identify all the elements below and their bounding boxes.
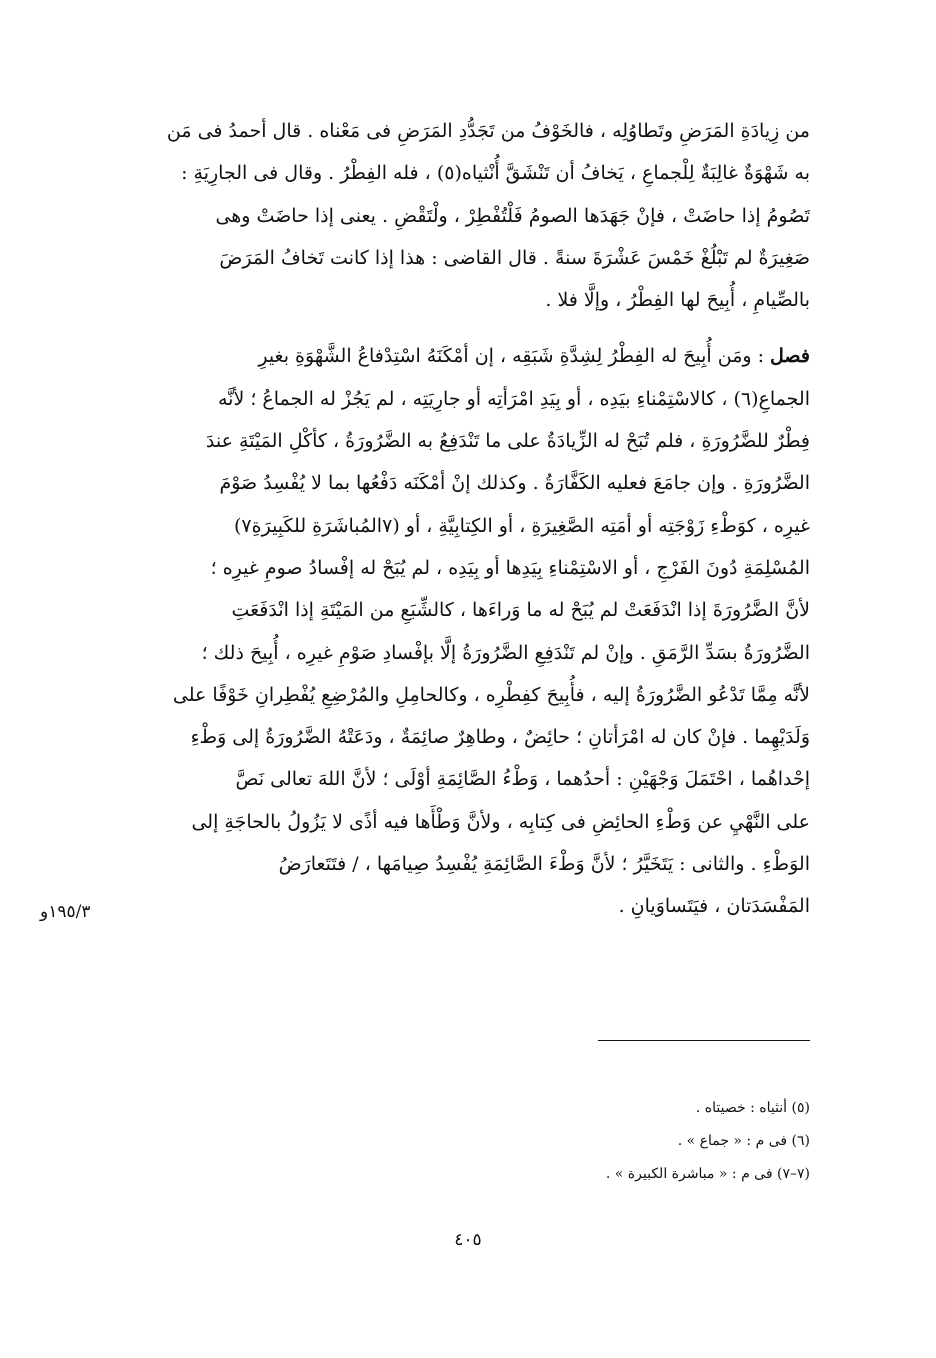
main-text bbox=[128, 110, 810, 928]
paragraph-2 bbox=[128, 335, 810, 927]
text-line: الوَطْءِ . والثانى : يَتَخَيَّرُ ؛ لأنَّ وَطْءَ الصَّائِمَةِ يُفْسِدُ صِيامَها ، / فتَتَعارَضُ bbox=[278, 853, 810, 876]
text-line: المُسْلِمَةِ دُونَ الفَرْجِ ، أو الاسْتِمْناءِ بِيَدِها أو بِيَدِه ، لم يُبَحْ له إفْسادُ صومِ غيرِه ؛ bbox=[210, 556, 810, 579]
text-line: من زِيادَةِ المَرَضِ وتَطاوُلِه ، فالخَوْفُ من تَجَدُّدِ المَرَضِ فى مَعْناه . قال أحمدُ فى مَن bbox=[166, 120, 810, 142]
text-line: غيرِه ، كوَطْءِ زَوْجَتِه أو أمَتِه الصَّغِيرَةِ ، أو الكِتابِيَّةِ ، أو (٧المُباشَرَةِ للكَبِيرَةِ٧) bbox=[234, 514, 810, 537]
text-line: بالصِّيامِ ، أُبِيحَ لها الفِطْرُ ، وإلَّا فلا . bbox=[545, 289, 810, 312]
text-line: فِطْرٌ للضَّرُورَةِ ، فلم تُبَحْ له الزِّيادَةُ على ما تَنْدَفِعُ به الضَّرُورَةُ ، كأكْلِ المَيْتَةِ عندَ bbox=[205, 430, 810, 453]
text-line: الضَّرُورَةِ . وإن جامَعَ فعليه الكَفَّارَةُ . وكذلك إنْ أمْكَنَه دَفْعُها بما لا يُفْسِدُ صَوْمَ bbox=[219, 472, 810, 495]
page-number: ٤٠٥ bbox=[454, 1230, 482, 1250]
text-line: إحْداهُما ، احْتَمَلَ وَجْهَيْنِ : أحدُهما ، وَطْءُ الصَّائِمَةِ أوْلَى ؛ لأنَّ اللهَ تعالى نَصَّ bbox=[235, 768, 810, 791]
footnote: (٧–٧) فى م : « مباشرة الكبيرة » . bbox=[605, 1166, 810, 1182]
text-line: المَفْسَدَتان ، فيَتَساوَيانِ . bbox=[618, 895, 810, 918]
text-line: لأنَّ الضَّرُورَةَ إذا انْدَفَعَتْ لم يُبَحْ له ما وَراءَها ، كالشِّبَعِ من المَيْتَةِ إذا انْدَفَعَتِ bbox=[231, 599, 810, 622]
text-line: تَصُومُ إذا حاضَتْ ، فإنْ جَهَدَها الصومُ فَلْتُفْطِرْ ، ولْتَقْضِ . يعنى إذا حاضَتْ وهى bbox=[215, 204, 810, 227]
section-heading: فصل bbox=[770, 345, 810, 368]
text-line: لأنَّه مِمَّا تَدْعُو الضَّرُورَةُ إليه ، فأُبِيحَ كفِطْرِه ، وكالحامِلِ والمُرْضِعِ يُفْطِرانِ خَوْفًا على bbox=[172, 683, 810, 706]
text-line bbox=[128, 335, 810, 377]
text-line: على النَّهْيِ عن وَطْءِ الحائِضِ فى كِتابِه ، ولأنَّ وَطْأَها فيه أذًى لا يَزُولُ بالحاجَةِ إلى bbox=[191, 810, 810, 833]
paragraph-1 bbox=[128, 110, 810, 321]
margin-reference: ١٩٥/٣و bbox=[40, 902, 91, 922]
text-line: الضَّرُورَةُ بسَدِّ الرَّمَقِ . وإنْ لم تَنْدَفِعِ الضَّرُورَةُ إلَّا بإفْسادِ صَوْمِ غيرِه ، أُبِيحَ ذلك ؛ bbox=[201, 641, 810, 664]
text-line: الجماعِ(٦) ، كالاسْتِمْناءِ بيَدِه ، أو بِيَدِ امْرَأتِه أو جارِيَتِه ، لم يَجُزْ له الجماعُ ؛ لأنَّه bbox=[218, 387, 810, 410]
footnote: (٦) فى م : « جماع » . bbox=[677, 1133, 810, 1149]
text-line: صَغِيرَةٌ لم تَبْلُغْ خَمْسَ عَشْرَةَ سنةً . قال القاضى : هذا إذا كانت تَخافُ المَرَضَ bbox=[219, 246, 810, 269]
text-run: : ومَن أُبِيحَ له الفِطْرُ لِشِدَّةِ شَبَقِه ، إن أمْكَنَهُ اسْتِدْفاعُ الشَّهْوَةِ بغيرِ bbox=[258, 345, 771, 368]
footnote: (٥) أنثياه : خصيتاه . bbox=[695, 1100, 810, 1116]
text-line: وَلَدَيْهِما . فإنْ كان له امْرَأتانِ ؛ حائِضٌ ، وطاهِرٌ صائِمَةٌ ، ودَعَتْهُ الضَّرُورَةُ إلى وَطْءِ bbox=[190, 726, 810, 749]
text-line: به شَهْوَةٌ غالِبَةٌ لِلْجماعِ ، يَخافُ أن تَنْشَقَّ أُنْثياه(٥) ، فله الفِطْرُ . وقال فى الجارِيَةِ : bbox=[181, 162, 810, 185]
footnote-divider bbox=[598, 1040, 810, 1041]
footnotes bbox=[390, 1092, 810, 1191]
